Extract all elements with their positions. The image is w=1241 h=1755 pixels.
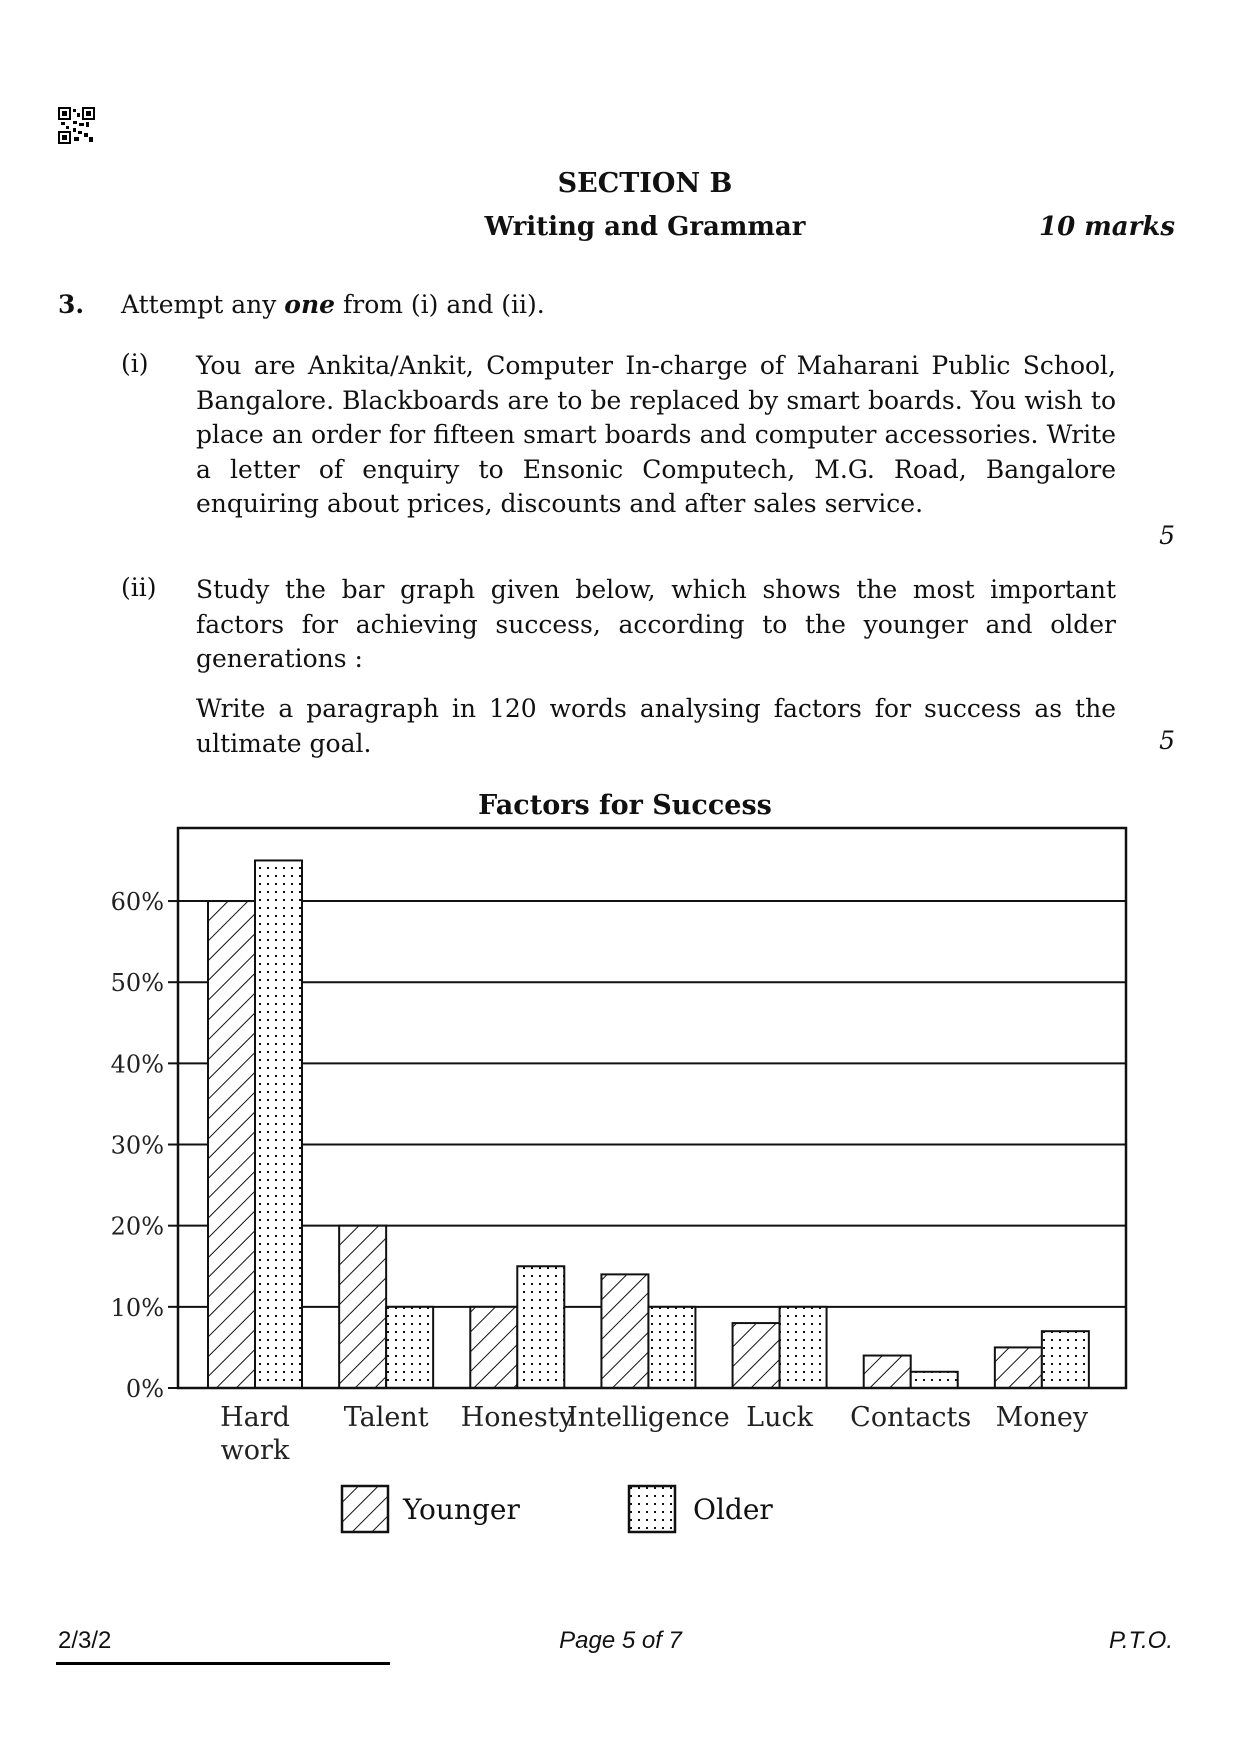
paper-code: 2/3/2 [58, 1627, 112, 1654]
x-tick-label: Contacts [850, 1402, 972, 1433]
bar-younger-talent [339, 1226, 386, 1388]
instruction-emphasis: one [284, 290, 336, 319]
bar-younger-intelligence [601, 1274, 648, 1388]
instruction-before: Attempt any [121, 290, 285, 319]
y-tick-label: 60% [110, 888, 164, 917]
bar-older-honesty [517, 1266, 564, 1388]
y-tick-label: 40% [110, 1050, 164, 1079]
legend-younger-swatch [340, 1484, 390, 1534]
section-marks: 10 marks [1039, 212, 1175, 242]
part-ii-marks: 5 [1159, 726, 1175, 755]
part-i-text: You are Ankita/Ankit, Computer In-charge of Maharani Public School, Bangalore. Blackboards are to be replaced by smart boards. You wish to place an order for fifteen smart boards and computer accessories. Write a letter of enquiry to Ensonic Computech, M.G. Road, Bangalore enquiring about prices, discounts and after sales service. [196, 351, 1116, 518]
plot-frame [178, 828, 1126, 1388]
part-ii-label: (ii) [121, 573, 157, 602]
legend-older-label: Older [693, 1493, 773, 1526]
y-tick-label: 50% [110, 969, 164, 998]
bar-older-luck [780, 1307, 827, 1388]
footer-underline [56, 1662, 390, 1665]
bar-younger-honesty [470, 1307, 517, 1388]
bar-older-hard-work [255, 860, 302, 1388]
part-i-label: (i) [121, 349, 149, 378]
bar-older-contacts [911, 1372, 958, 1388]
x-tick-label: Money [995, 1402, 1089, 1433]
x-tick-label: Luck [746, 1402, 813, 1433]
bar-younger-money [995, 1347, 1042, 1388]
x-tick-label: Intelligence [567, 1402, 730, 1433]
instruction-after: from (i) and (ii). [335, 290, 545, 319]
bar-older-money [1042, 1331, 1089, 1388]
y-tick-label: 20% [110, 1212, 164, 1241]
x-tick-label: Honesty [460, 1402, 574, 1433]
x-tick-label: Hard work [220, 1402, 290, 1466]
legend-younger-label: Younger [403, 1493, 520, 1526]
part-ii-text: Study the bar graph given below, which shows the most important factors for achieving success, according to the younger and older generations : [196, 575, 1116, 673]
bar-older-talent [386, 1307, 433, 1388]
bar-younger-contacts [864, 1356, 911, 1388]
bar-older-intelligence [648, 1307, 695, 1388]
section-title: SECTION B [557, 168, 733, 199]
section-subtitle: Writing and Grammar [484, 212, 806, 242]
question-number: 3. [58, 290, 85, 319]
legend-older-swatch [627, 1484, 677, 1534]
chart-title: Factors for Success [478, 790, 772, 821]
part-ii-text2: Write a paragraph in 120 words analysing factors for success as the ultimate goal. [196, 694, 1116, 758]
bar-younger-luck [733, 1323, 780, 1388]
bar-younger-hard-work [208, 901, 255, 1388]
part-i-marks: 5 [1159, 521, 1175, 550]
page-number: Page 5 of 7 [559, 1627, 682, 1654]
y-tick-label: 0% [125, 1375, 164, 1403]
x-tick-label: Talent [343, 1402, 429, 1433]
pto-label: P.T.O. [1108, 1627, 1173, 1654]
y-tick-label: 10% [110, 1293, 164, 1322]
y-tick-label: 30% [110, 1131, 164, 1160]
